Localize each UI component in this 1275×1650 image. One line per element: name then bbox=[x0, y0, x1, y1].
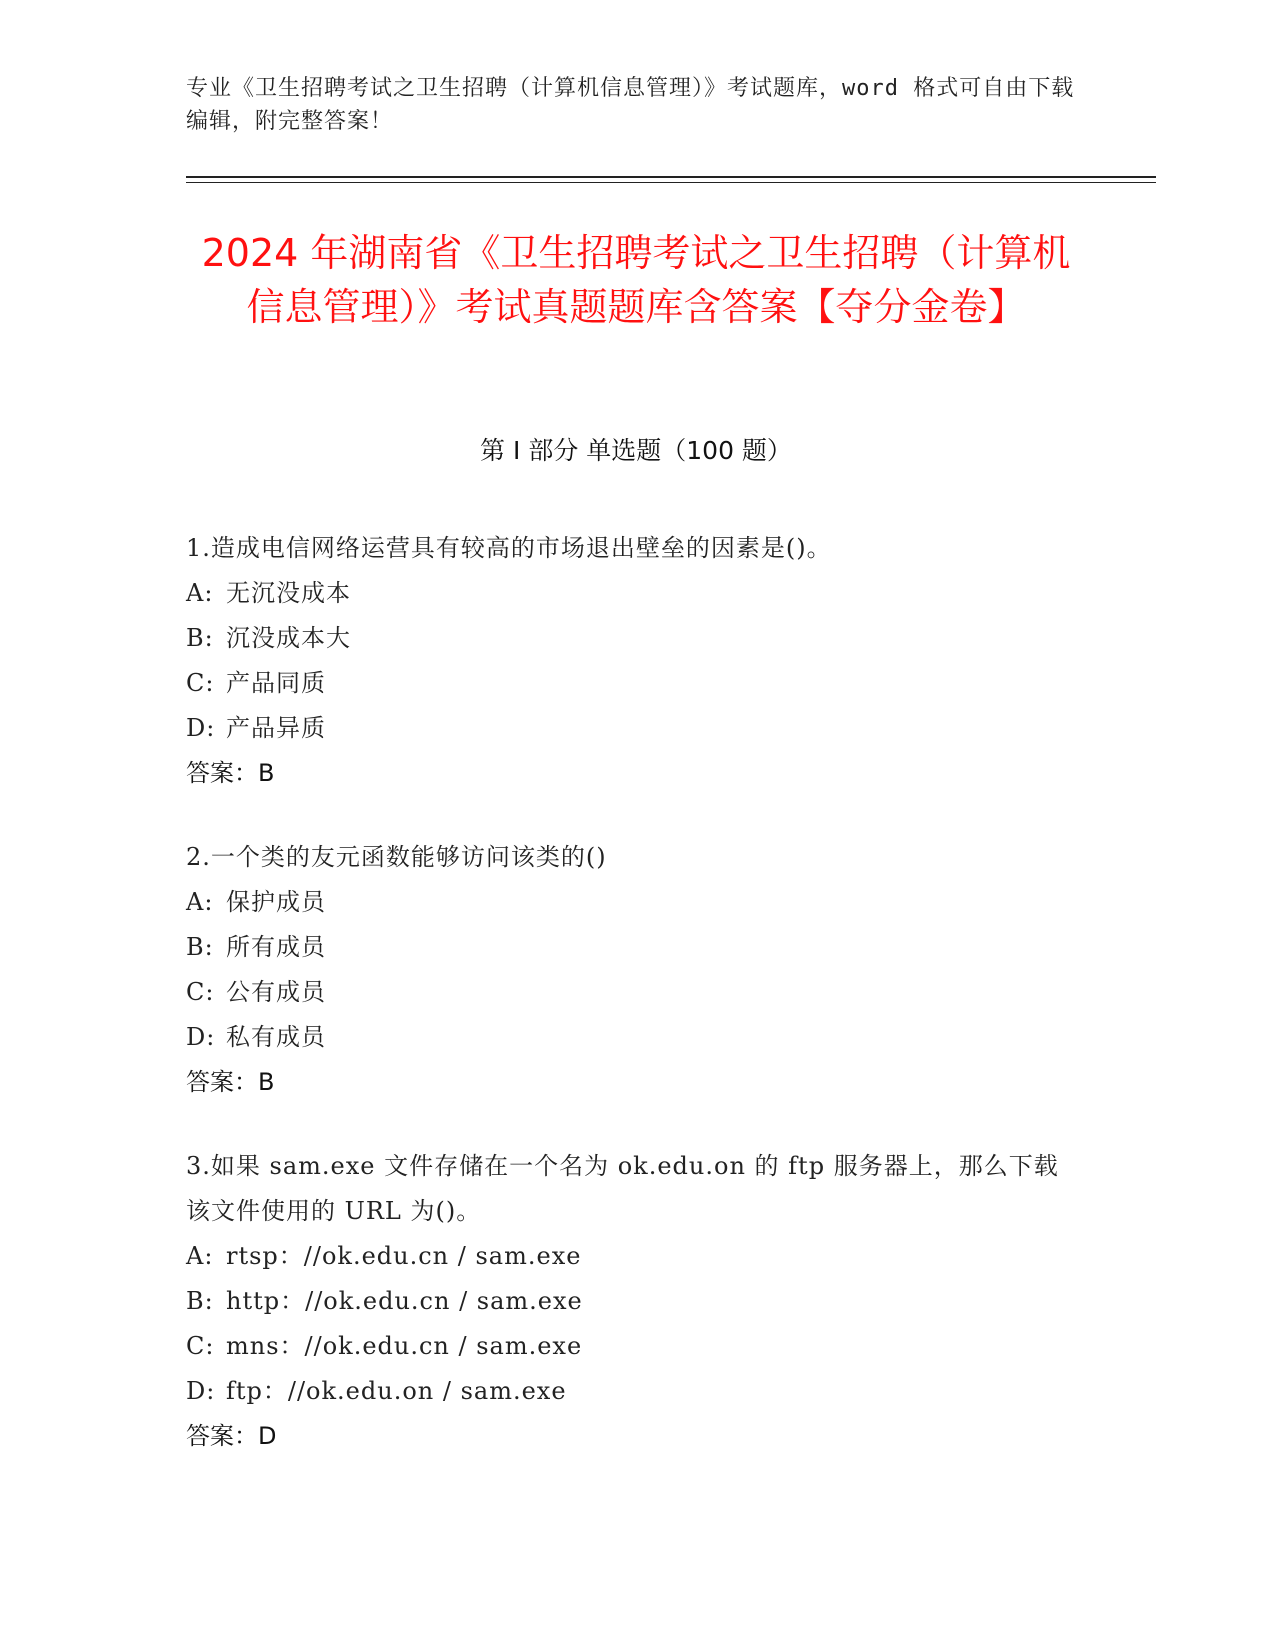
option-text: 私有成员 bbox=[226, 1023, 326, 1051]
option-text: rtsp：//ok.edu.cn / sam.exe bbox=[226, 1242, 582, 1270]
option-text: 产品同质 bbox=[226, 669, 326, 697]
option-label: A: bbox=[186, 579, 214, 607]
option-a bbox=[186, 880, 1066, 925]
option-label: C: bbox=[186, 978, 215, 1006]
option-label: B: bbox=[186, 1287, 214, 1315]
option-d bbox=[186, 706, 1066, 751]
option-b bbox=[186, 1279, 1066, 1324]
option-d bbox=[186, 1369, 1066, 1414]
option-label: A: bbox=[186, 1242, 214, 1270]
option-a bbox=[186, 571, 1066, 616]
option-label: B: bbox=[186, 933, 214, 961]
header-note: 专业《卫生招聘考试之卫生招聘（计算机信息管理）》考试题库，word 格式可自由下载编辑，附完整答案！ bbox=[186, 76, 1075, 134]
option-label: B: bbox=[186, 624, 214, 652]
question-1 bbox=[186, 526, 1066, 796]
answer-line: 答案：B bbox=[186, 759, 275, 787]
option-text: mns：//ok.edu.cn / sam.exe bbox=[226, 1332, 583, 1360]
question-3 bbox=[186, 1144, 1066, 1459]
option-b bbox=[186, 925, 1066, 970]
question-list bbox=[186, 526, 1066, 1498]
option-text: 所有成员 bbox=[226, 933, 326, 961]
option-d bbox=[186, 1015, 1066, 1060]
option-label: C: bbox=[186, 1332, 215, 1360]
option-text: ftp：//ok.edu.on / sam.exe bbox=[226, 1377, 567, 1405]
question-stem: 2.一个类的友元函数能够访问该类的() bbox=[186, 843, 607, 871]
option-label: C: bbox=[186, 669, 215, 697]
option-label: D: bbox=[186, 714, 216, 742]
option-text: 无沉没成本 bbox=[226, 579, 351, 607]
option-text: 沉没成本大 bbox=[226, 624, 351, 652]
option-c bbox=[186, 970, 1066, 1015]
option-text: 产品异质 bbox=[226, 714, 326, 742]
header-rule-thick bbox=[186, 176, 1156, 178]
option-c bbox=[186, 661, 1066, 706]
question-stem: 1.造成电信网络运营具有较高的市场退出壁垒的因素是()。 bbox=[186, 534, 832, 562]
question-2 bbox=[186, 835, 1066, 1105]
header-rule-thin bbox=[186, 182, 1156, 183]
option-label: A: bbox=[186, 888, 214, 916]
section-title: 第 I 部分 单选题（100 题） bbox=[480, 436, 792, 465]
option-text: 公有成员 bbox=[226, 978, 326, 1006]
option-text: 保护成员 bbox=[226, 888, 326, 916]
option-c bbox=[186, 1324, 1066, 1369]
document-title: 2024 年湖南省《卫生招聘考试之卫生招聘（计算机信息管理）》考试真题题库含答案【夺分金卷】 bbox=[201, 231, 1071, 329]
option-label: D: bbox=[186, 1023, 216, 1051]
question-stem: 3.如果 sam.exe 文件存储在一个名为 ok.edu.on 的 ftp 服务器上，那么下载该文件使用的 URL 为()。 bbox=[186, 1152, 1059, 1225]
option-label: D: bbox=[186, 1377, 216, 1405]
answer-line: 答案：D bbox=[186, 1422, 277, 1450]
option-a bbox=[186, 1234, 1066, 1279]
option-text: http：//ok.edu.cn / sam.exe bbox=[226, 1287, 583, 1315]
option-b bbox=[186, 616, 1066, 661]
answer-line: 答案：B bbox=[186, 1068, 275, 1096]
